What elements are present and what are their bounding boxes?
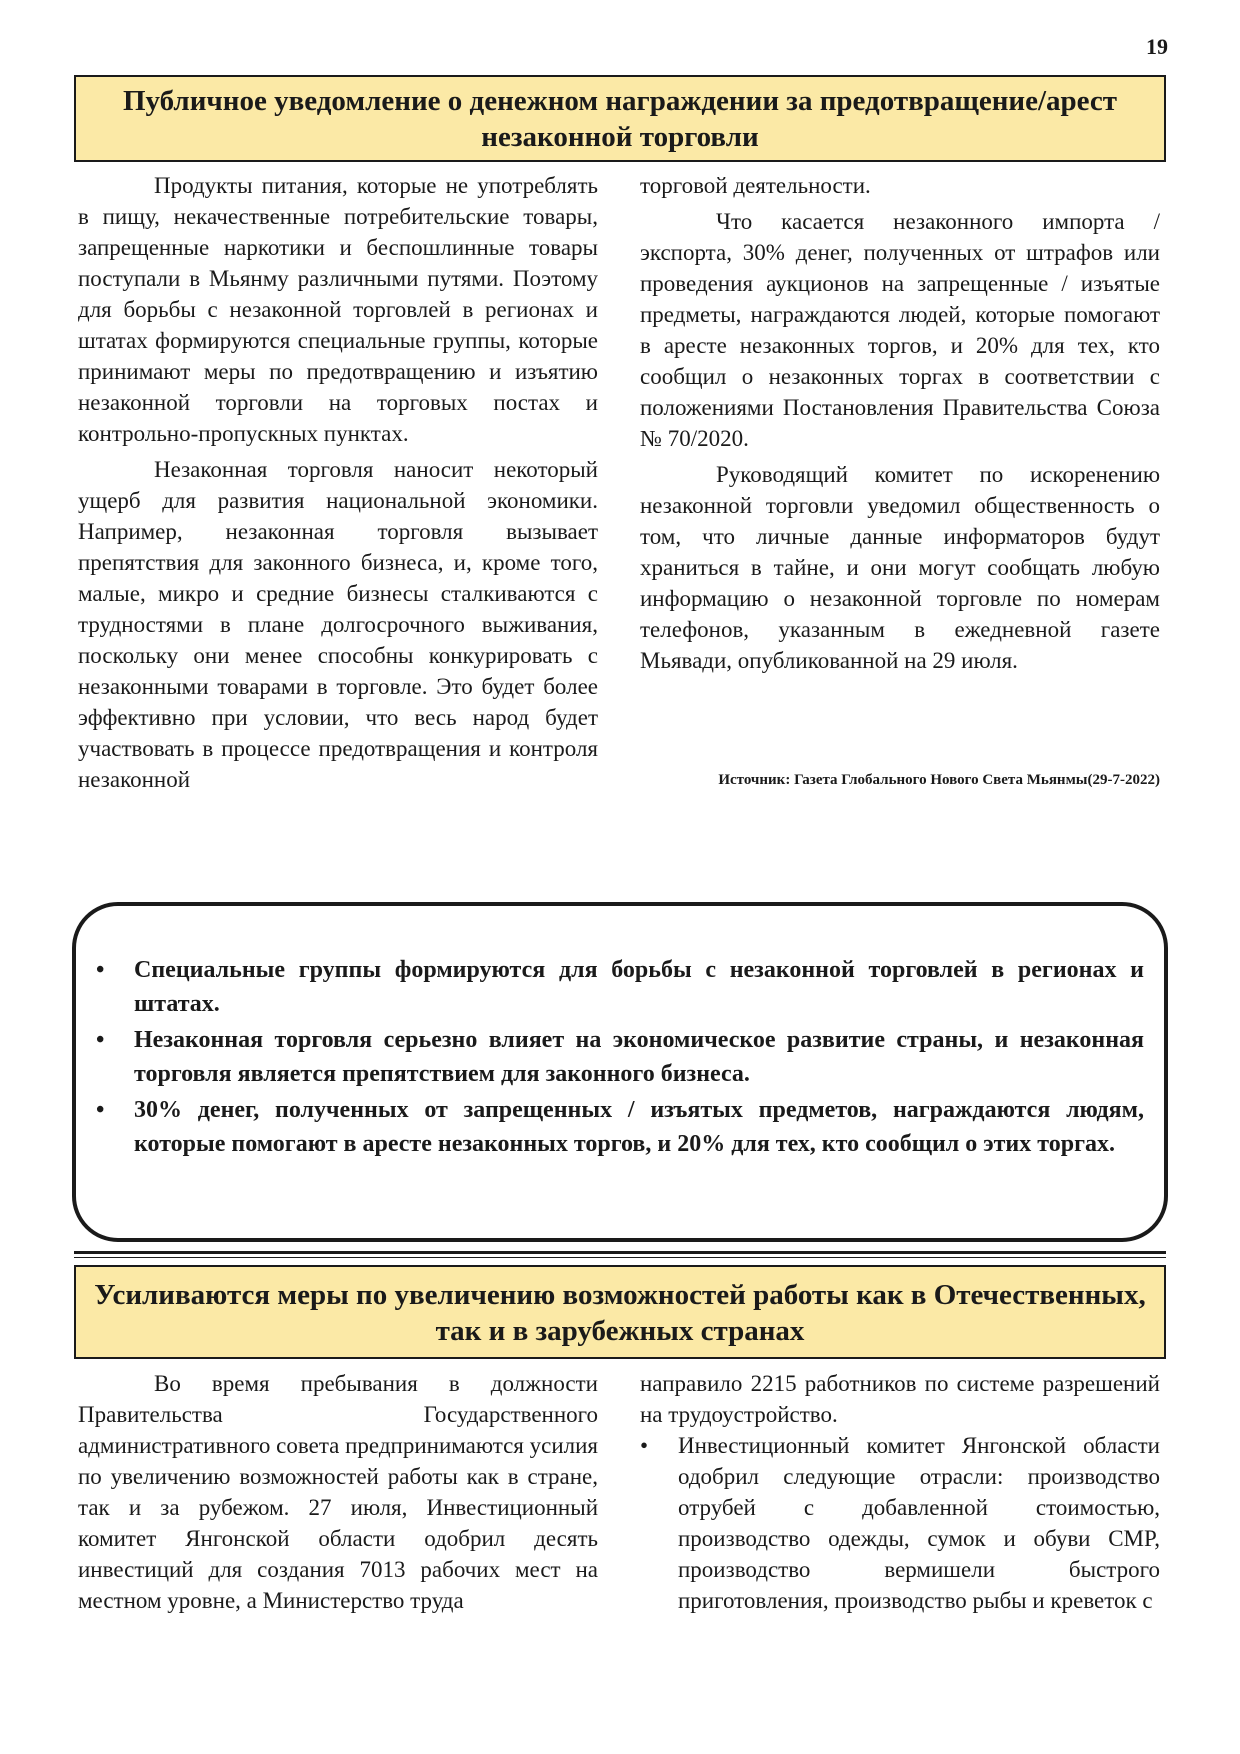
section1-paragraph-2: Незаконная торговля наносит некоторый ущерб для развития национальной экономики. Например, незаконная торговля вызывает препятствия для законного бизнеса, и, кроме того, малые, микро и средние бизнесы сталкиваются с трудностями в плане долгосрочного выживания, поскольку они менее способны конкурировать с незаконными товарами в торговле. Это будет более эффективно при условии, что весь народ будет участвовать в процессе предотвращения и контроля незаконной: [78, 457, 598, 792]
section1-title: Публичное уведомление о денежном награждении за предотвращение/арест незаконной торговли: [74, 75, 1166, 162]
section-divider-thin: [74, 1257, 1166, 1258]
summary-item-text: Специальные группы формируются для борьбы с незаконной торговлей в регионах и штатах.: [134, 957, 1144, 1017]
summary-item-text: 30% денег, полученных от запрещенных / изъятых предметов, награждаются людям, которые помогают в аресте незаконных торгов, и 20% для тех, кто сообщил о этих торгах.: [134, 1097, 1144, 1157]
section2-title: Усиливаются меры по увеличению возможностей работы как в Отечественных, так и в зарубежных странах: [74, 1265, 1166, 1359]
section2-left-column: [78, 1368, 598, 1616]
section2-bullet-item: [640, 1430, 1160, 1616]
summary-item: [96, 953, 1144, 1021]
source-citation: Источник: Газета Глобального Нового Света Мьянмы(29-7-2022): [718, 772, 1160, 788]
page-number: 19: [1146, 34, 1168, 59]
section1-left-column: [78, 170, 598, 795]
summary-item: [96, 1093, 1144, 1161]
bullet-icon: •: [640, 1433, 649, 1458]
section-divider: [74, 1251, 1166, 1254]
section1-paragraph-1: Продукты питания, которые не употреблять в пищу, некачественные потребительские товары, запрещенные наркотики и беспошлинные товары поступали в Мьянму различными путями. Поэтому для борьбы с незаконной торговлей в регионах и штатах формируются специальные группы, которые принимают меры по предотвращению и изъятию незаконной торговли на торговых постах и контрольно-пропускных пунктах.: [78, 173, 598, 446]
section2-bullet-text: Инвестиционный комитет Янгонской области одобрил следующие отрасли: производство отрубей с добавленной стоимостью, производство одежды, сумок и обуви CMP, производство вермишели быстрого приготовления, производство рыбы и креветок с: [678, 1433, 1160, 1613]
section2-right-column: [640, 1368, 1160, 1616]
bullet-icon: •: [96, 1097, 105, 1123]
section1-paragraph-3: Что касается незаконного импорта / экспорта, 30% денег, полученных от штрафов или проведения аукционов на запрещенные / изъятые предметы, награждаются людей, которые помогают в аресте незаконных торгов, и 20% для тех, кто сообщил о незаконных торгах в соответствии с положениями Постановления Правительства Союза № 70/2020.: [640, 209, 1160, 451]
bullet-icon: •: [96, 1027, 105, 1053]
section1-paragraph-4: Руководящий комитет по искоренению незаконной торговли уведомил общественность о том, что личные данные информаторов будут храниться в тайне, и они могут сообщать любую информацию о незаконной торговле по номерам телефонов, указанным в ежедневной газете Мьявади, опубликованной на 29 июля.: [640, 462, 1160, 673]
summary-item-text: Незаконная торговля серьезно влияет на экономическое развитие страны, и незаконная торговля является препятствием для законного бизнеса.: [134, 1027, 1144, 1087]
summary-item: [96, 1023, 1144, 1091]
section2-continuation: направило 2215 работников по системе разрешений на трудоустройство.: [640, 1371, 1160, 1427]
section1-right-column: [640, 170, 1160, 676]
bullet-icon: •: [96, 957, 105, 983]
section2-paragraph-1: Во время пребывания в должности Правительства Государственного административного совета предпринимаются усилия по увеличению возможностей работы как в стране, так и за рубежом. 27 июля, Инвестиционный комитет Янгонской области одобрил десять инвестиций для создания 7013 рабочих мест на местном уровне, а Министерство труда: [78, 1371, 599, 1613]
section1-continuation: торговой деятельности.: [640, 173, 871, 198]
summary-list: [96, 953, 1144, 1163]
